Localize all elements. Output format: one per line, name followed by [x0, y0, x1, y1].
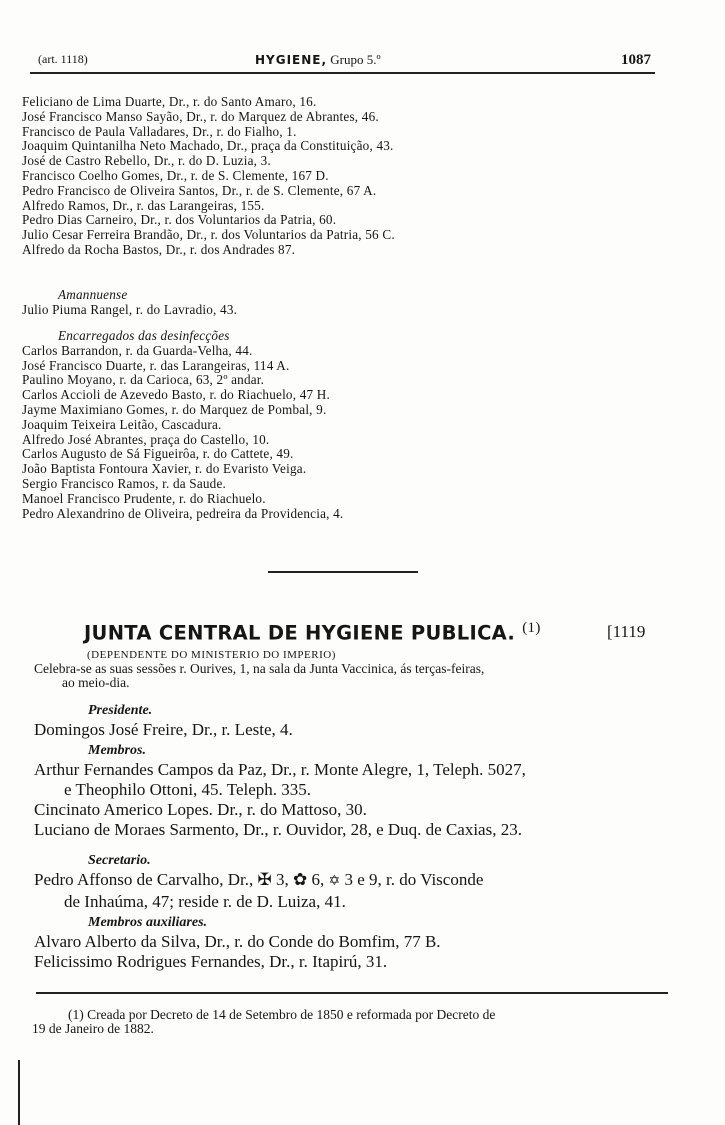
article-reference: [1119 [607, 622, 646, 641]
list-item: José Francisco Manso Sayão, Dr., r. do Marquez de Abrantes, 46. [22, 108, 379, 124]
list-item: Pedro Dias Carneiro, Dr., r. dos Voluntarios da Patria, 60. [22, 212, 337, 228]
list-item: Julio Piuma Rangel, r. do Lavradio, 43. [22, 301, 238, 317]
list-item: Joaquim Teixeira Leitão, Cascadura. [22, 416, 222, 432]
order-count: 3, [276, 870, 289, 889]
article-range: (art. 1118) [38, 52, 88, 66]
secretario-name: Pedro Affonso de Carvalho, Dr., [34, 870, 254, 889]
amanuense-section [22, 288, 662, 318]
auxiliar-entry: Alvaro Alberto da Silva, Dr., r. do Conde do Bomfim, 77 B. [34, 932, 441, 951]
cross-pattee-icon: ✠ [257, 870, 272, 889]
meeting-line: ao meio-dia. [62, 675, 130, 690]
desinfeccoes-section [22, 329, 662, 521]
section-title-bold: HYGIENE, [255, 53, 328, 67]
presidente-section [34, 702, 674, 740]
presidente-entry: Domingos José Freire, Dr., r. Leste, 4. [34, 720, 293, 739]
list-item: José de Castro Rebello, Dr., r. do D. Luzia, 3. [22, 153, 271, 169]
list-item: Pedro Francisco de Oliveira Santos, Dr., r. de S. Clemente, 67 A. [22, 182, 377, 198]
membro-entry: Luciano de Moraes Sarmento, Dr., r. Ouvidor, 28, e Duq. de Caxias, 23. [34, 820, 522, 839]
section-title-group: Grupo 5.º [327, 52, 381, 67]
rose-medal-icon: ✿ [293, 870, 308, 889]
list-item: Joaquim Quintanilha Neto Machado, Dr., praça da Constituição, 43. [22, 138, 394, 154]
dependency-note: (DEPENDENTE DO MINISTERIO DO IMPERIO) [87, 649, 336, 661]
footnote-line: (1) Creada por Decreto de 14 de Setembro de 1850 e reformada por Decreto de [68, 1007, 496, 1022]
section-title [255, 52, 381, 68]
meeting-info [34, 662, 664, 690]
footnote-line: 19 de Janeiro de 1882. [32, 1021, 154, 1036]
meeting-line: Celebra-se as suas sessões r. Ourives, 1, na sala da Junta Vaccinica, ás terças-feiras, [34, 661, 485, 676]
list-item: Feliciano de Lima Duarte, Dr., r. do Santo Amaro, 16. [22, 94, 317, 109]
list-item: Alfredo da Rocha Bastos, Dr., r. dos Andrades 87. [22, 241, 296, 257]
list-item: Carlos Augusto de Sá Figueirôa, r. do Cattete, 49. [22, 446, 294, 462]
page-number: 1087 [621, 52, 651, 68]
list-item: Sergio Francisco Ramos, r. da Saude. [22, 475, 227, 491]
list-item: Alfredo Ramos, Dr., r. das Larangeiras, 155. [22, 197, 265, 213]
list-item: Francisco de Paula Valladares, Dr., r. do Fialho, 1. [22, 123, 297, 139]
footnote [32, 1008, 672, 1036]
membros-section [34, 742, 674, 840]
auxiliares-section [34, 914, 674, 972]
junta-title [84, 620, 541, 645]
amanuense-label: Amannuense [58, 287, 128, 302]
list-item: João Baptista Fontoura Xavier, r. do Evaristo Veiga. [22, 461, 307, 477]
membro-entry: Cincinato Americo Lopes. Dr., r. do Mattoso, 30. [34, 800, 367, 819]
list-item: Paulino Moyano, r. da Carioca, 63, 2º andar. [22, 372, 265, 388]
list-item: Manoel Francisco Prudente, r. do Riachuelo. [22, 490, 266, 506]
secretario-label: Secretario. [88, 853, 151, 868]
list-item: Alfredo José Abrantes, praça do Castello, 10. [22, 431, 270, 447]
membro-entry: Arthur Fernandes Campos da Paz, Dr., r. Monte Alegre, 1, Teleph. 5027, [34, 760, 526, 779]
list-item: Carlos Barrandon, r. da Guarda-Velha, 44. [22, 342, 253, 358]
footnote-marker: (1) [522, 620, 541, 636]
desinfeccoes-label: Encarregados das desinfecções [58, 328, 230, 343]
margin-mark [18, 1060, 20, 1125]
order-count: 6, [311, 870, 325, 889]
order-count: 3 e 9, r. do Visconde [344, 870, 484, 889]
junta-title-text: JUNTA CENTRAL DE HYGIENE PUBLICA. [84, 621, 516, 645]
section-divider [268, 571, 418, 573]
list-item: Francisco Coelho Gomes, Dr., r. de S. Clemente, 167 D. [22, 167, 329, 183]
list-item: Carlos Accioli de Azevedo Basto, r. do Riachuelo, 47 H. [22, 387, 331, 403]
list-item: Jayme Maximiano Gomes, r. do Marquez de Pombal, 9. [22, 401, 327, 417]
list-item: Julio Cesar Ferreira Brandão, Dr., r. dos Voluntarios da Patria, 56 C. [22, 227, 395, 243]
running-header [30, 50, 655, 74]
list-item: Pedro Alexandrino de Oliveira, pedreira da Providencia, 4. [22, 505, 344, 521]
auxiliar-entry: Felicissimo Rodrigues Fernandes, Dr., r. Itapirú, 31. [34, 952, 388, 971]
presidente-label: Presidente. [88, 703, 153, 718]
footnote-divider [36, 992, 668, 994]
auxiliares-label: Membros auxiliares. [88, 915, 208, 930]
membro-entry-cont: e Theophilo Ottoni, 45. Teleph. 335. [64, 780, 312, 799]
list-item: José Francisco Duarte, r. das Larangeiras, 114 A. [22, 357, 290, 373]
secretario-entry-cont: de Inhaúma, 47; reside r. de D. Luiza, 41. [64, 892, 346, 911]
doctors-list [22, 95, 662, 258]
secretario-entry [34, 870, 674, 892]
membros-label: Membros. [88, 743, 146, 758]
secretario-section [34, 852, 674, 912]
star-medal-icon: ✡ [328, 874, 341, 889]
